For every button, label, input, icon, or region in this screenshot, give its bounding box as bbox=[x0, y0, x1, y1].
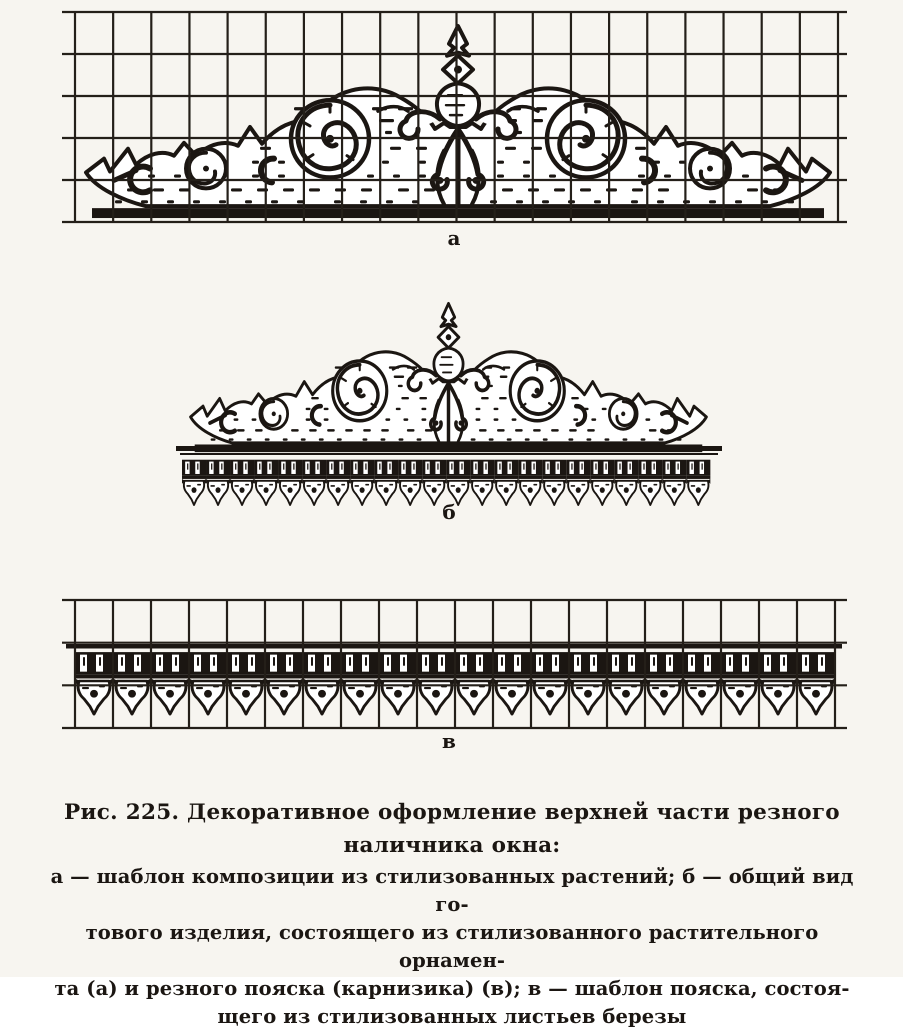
caption-title bbox=[56, 796, 848, 862]
figure-b-label: б bbox=[442, 500, 456, 524]
cornice-band-b bbox=[182, 460, 710, 505]
caption-title-line2: наличника окна: bbox=[343, 833, 561, 858]
caption-body-line4: щего из стилизованных листьев березы bbox=[217, 1005, 687, 1028]
caption-body-line1: а — шаблон композиции из стилизованных растений; б — общий вид го- bbox=[50, 865, 854, 916]
caption-body bbox=[50, 863, 854, 1031]
figure-v-label: в bbox=[442, 729, 456, 753]
caption-body-line2: тового изделия, состоящего из стилизованного растительного орнамен- bbox=[85, 921, 819, 972]
cornice-shelf bbox=[176, 446, 722, 451]
figure-v-band-template bbox=[55, 594, 855, 744]
figure-a-label: а bbox=[447, 226, 461, 250]
figure-a-template bbox=[55, 6, 855, 248]
caption-title-line1: Рис. 225. Декоративное оформление верхней части резного bbox=[64, 800, 840, 825]
caption-body-line3: та (а) и резного пояска (карнизика) (в); в — шаблон пояска, состоя- bbox=[54, 977, 850, 1000]
ornament-crown-b bbox=[191, 304, 707, 453]
